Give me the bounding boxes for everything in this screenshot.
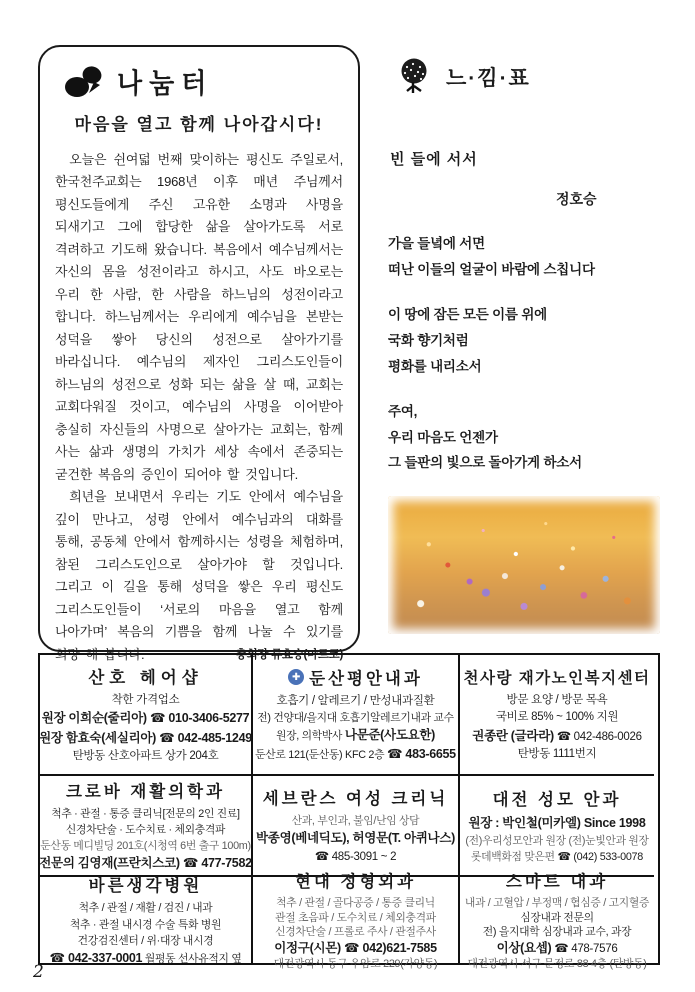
ad-line: 호흡기 / 알레르기 / 만성내과질환 (276, 695, 435, 708)
ad-title: 현대 정형외과 (294, 873, 417, 892)
ad-line: 원장, 의학박사 나문준(사도요한) (275, 728, 436, 743)
poem-body (388, 231, 664, 476)
speech-bubbles-icon (63, 64, 105, 100)
ad-title: 바른생각병원 (88, 877, 203, 896)
poem-stanza (388, 231, 664, 282)
poem-line: 국화 향기처럼 (388, 332, 469, 348)
ad-line: 내과 / 고혈압 / 부정맥 / 협심증 / 고지혈증 (464, 897, 650, 910)
sharing-body (55, 149, 343, 666)
flower-field-image (388, 496, 660, 634)
feeling-title: 느·낌·표 (446, 67, 531, 90)
ad-line: 신경차단술 / 프롤로 주사 / 관절주사 (275, 926, 436, 939)
poem-line: 그 들판의 빛으로 돌아가게 하소서 (388, 455, 582, 471)
ad-line: 국비로 85% ~ 100% 지원 (495, 711, 619, 724)
ad-line: 원장 : 박인철(미카엘) Since 1998 (468, 815, 646, 830)
ad-line: 건강검진센터 / 위·대장 내시경 (77, 934, 214, 947)
ad-line: 권종란 (글라라) ☎ 042-486-0026 (472, 728, 642, 743)
ad-title: 산호 헤어샵 (88, 669, 203, 687)
ad-cell-smart-internal-medicine (460, 873, 654, 971)
sharing-signature: 총회장 류효승(마르코) (235, 649, 343, 662)
ad-title: 천사랑 재가노인복지센터 (463, 670, 651, 687)
ad-line: 대전광역시 동구 우암로 229(가양동) (273, 958, 438, 971)
ad-cell-clover-rehab (40, 776, 253, 877)
ad-line: 산과, 부인과, 불임/난임 상담 (291, 815, 420, 828)
sharing-paragraph: 오늘은 쉰여덟 번째 맞이하는 평신도 주일로서, 한국천주교회는 1968년 이후 매년 주님께서 평신도들에게 주신 고유한 소명과 사명을 되새기고 그에 합당한 삶을 살아가도록 서로 격려하고 기도해 왔습니다. 복음에서 예수님께서는 자신의 몸을 성전이라고 하시고, 사도 바오로는 우리 한 사람, 한 사람을 하느님의 성전이라고 합니다. 하느님께서는 우리에게 예수님을 본받는 성덕을 쌓아 당신의 성전으로 살아가기를 바라십니다. 예수님의 제자인 그리스도인들이 하느님의 성전으로 성화 되는 삶을 살 때, 교회는 교회다워질 것이고, 예수님의 사명을 이어받아 충실히 자신들의 사명으로 살아가는 교회는, 함께 사는 삶과 생명의 가치가 세상 속에서 존중되는 굳건한 복음의 증인이 되어야 할 것입니다. (55, 152, 343, 482)
page-number: 2 (33, 962, 44, 982)
ad-cell-hyundai-orthopedics (253, 873, 460, 971)
ad-cell-bareun-saenggak-hospital (40, 877, 253, 963)
ad-line: 대전광역시 서구 문정로 88 4층 (탄방동) (467, 958, 647, 971)
feeling-header (396, 58, 664, 96)
poem-line: 가을 들녘에 서면 (388, 236, 485, 251)
ad-title: 세브란스 여성 크리닉 (262, 790, 449, 809)
ad-line: 롯데백화점 맞은편 ☎ (042) 533-0078 (471, 851, 643, 864)
ad-line: 척추 / 관절 / 재활 / 검진 / 내과 (78, 902, 213, 915)
sharing-headline: 마음을 열고 함께 나아갑시다! (74, 115, 324, 134)
ad-line: 전) 을지대학 심장내과 교수, 과장 (482, 926, 632, 939)
ad-line: 심장내과 전문의 (520, 911, 594, 924)
ad-line: 척추 · 관절 내시경 수술 특화 병원 (69, 918, 222, 931)
ad-line: 전) 건양대/을지대 호흡기알레르기내과 교수 (257, 712, 454, 725)
ad-title: 대전 성모 안과 (492, 790, 622, 809)
ad-line: 이상(요셉) ☎ 478-7576 (496, 940, 618, 955)
ad-line: 둔산동 메디빌딩 201호(시청역 6번 출구 100m) (40, 839, 251, 852)
ad-line: 원장 이희순(줄리아) ☎ 010-3406-5277 (41, 711, 250, 726)
feeling-section (388, 58, 664, 634)
ad-line: 탄방동 산호아파트 상가 204호 (72, 749, 219, 762)
ad-cell-cheonsarang-center (460, 655, 654, 776)
sharing-section (38, 45, 360, 662)
ad-grid (38, 653, 660, 971)
clinic-cross-icon: ✚ (288, 669, 304, 685)
sharing-paragraph: 희년을 보내면서 우리는 기도 안에서 예수님을 깊이 만나고, 성령 안에서 예수님과의 대화를 통해, 공동체 안에서 함께하시는 성령을 체험하며, 참된 그리스도인으로 살아가야 할 것입니다. 그리고 이 길을 통해 성덕을 쌓은 우리 평신도 그리스도인들이 ‘서로의 마음을 열고 함께 나아가며’ 복음의 기쁨을 함께 나눌 수 있기를 희망 해 봅니다. (55, 489, 343, 662)
poem-line: 떠난 이들의 얼굴이 바람에 스칩니다 (388, 261, 595, 277)
ad-cell-severance-women (253, 776, 460, 877)
ad-line: 둔산로 121(둔산동) KFC 2층 ☎ 483-6655 (255, 747, 456, 762)
ad-line: 방문 요양 / 방문 목욕 (506, 694, 608, 706)
poem-stanza (388, 399, 664, 476)
ad-title: 스마트 내과 (505, 873, 609, 892)
tree-icon (396, 58, 432, 96)
ad-line: 이정구(시몬) ☎ 042)621-7585 (274, 940, 437, 955)
ad-line: 전문의 김영재(프란치스코) ☎ 477-7582 (39, 856, 252, 871)
poem-author: 정호승 (556, 191, 597, 207)
poem-line: 우리 마음도 언젠가 (388, 429, 498, 445)
ad-line: ☎ 042-337-0001 월평동 선사유적지 옆 (49, 950, 242, 965)
ad-line: 척추 / 관절 / 골다공증 / 통증 클리닉 (276, 897, 435, 910)
sharing-header (63, 63, 343, 100)
ad-title: ✚ 둔산평안내과 (288, 665, 423, 689)
ad-line: 원장 함효숙(세실리아) ☎ 042-485-1249 (39, 730, 252, 745)
ad-line: 관절 초음파 / 도수치료 / 체외충격파 (275, 911, 436, 924)
poem-stanza (388, 302, 664, 379)
ad-line: (전)우리성모안과 원장 (전)눈빛안과 원장 (465, 834, 649, 847)
ad-cell-dunsan-clinic (253, 655, 460, 776)
ad-line: 신경차단술 · 도수치료 · 체외충격파 (65, 823, 226, 836)
ad-line: 척추 · 관절 · 통증 클리닉[전문의 2인 진료] (51, 807, 240, 820)
ad-cell-daejeon-seongmo-eye (460, 776, 654, 877)
ad-cell-sanho-hairshop (40, 655, 253, 776)
poem-line: 이 땅에 잠든 모든 이름 위에 (388, 307, 548, 323)
ad-line: 탄방동 1111번지 (517, 747, 597, 760)
poem-line: 주여, (388, 404, 418, 420)
sharing-title: 나눔터 (117, 67, 214, 99)
poem-line: 평화를 내리소서 (388, 358, 482, 374)
ad-line: ☎ 485-3091 ~ 2 (314, 850, 397, 863)
ad-title: 크로바 재활의학과 (65, 782, 226, 801)
poem-title: 빈 들에 서서 (390, 151, 478, 168)
ad-line: 박종영(베네딕도), 허영문(T. 아퀴나스) (256, 831, 455, 846)
ad-line: 착한 가격업소 (111, 694, 180, 706)
